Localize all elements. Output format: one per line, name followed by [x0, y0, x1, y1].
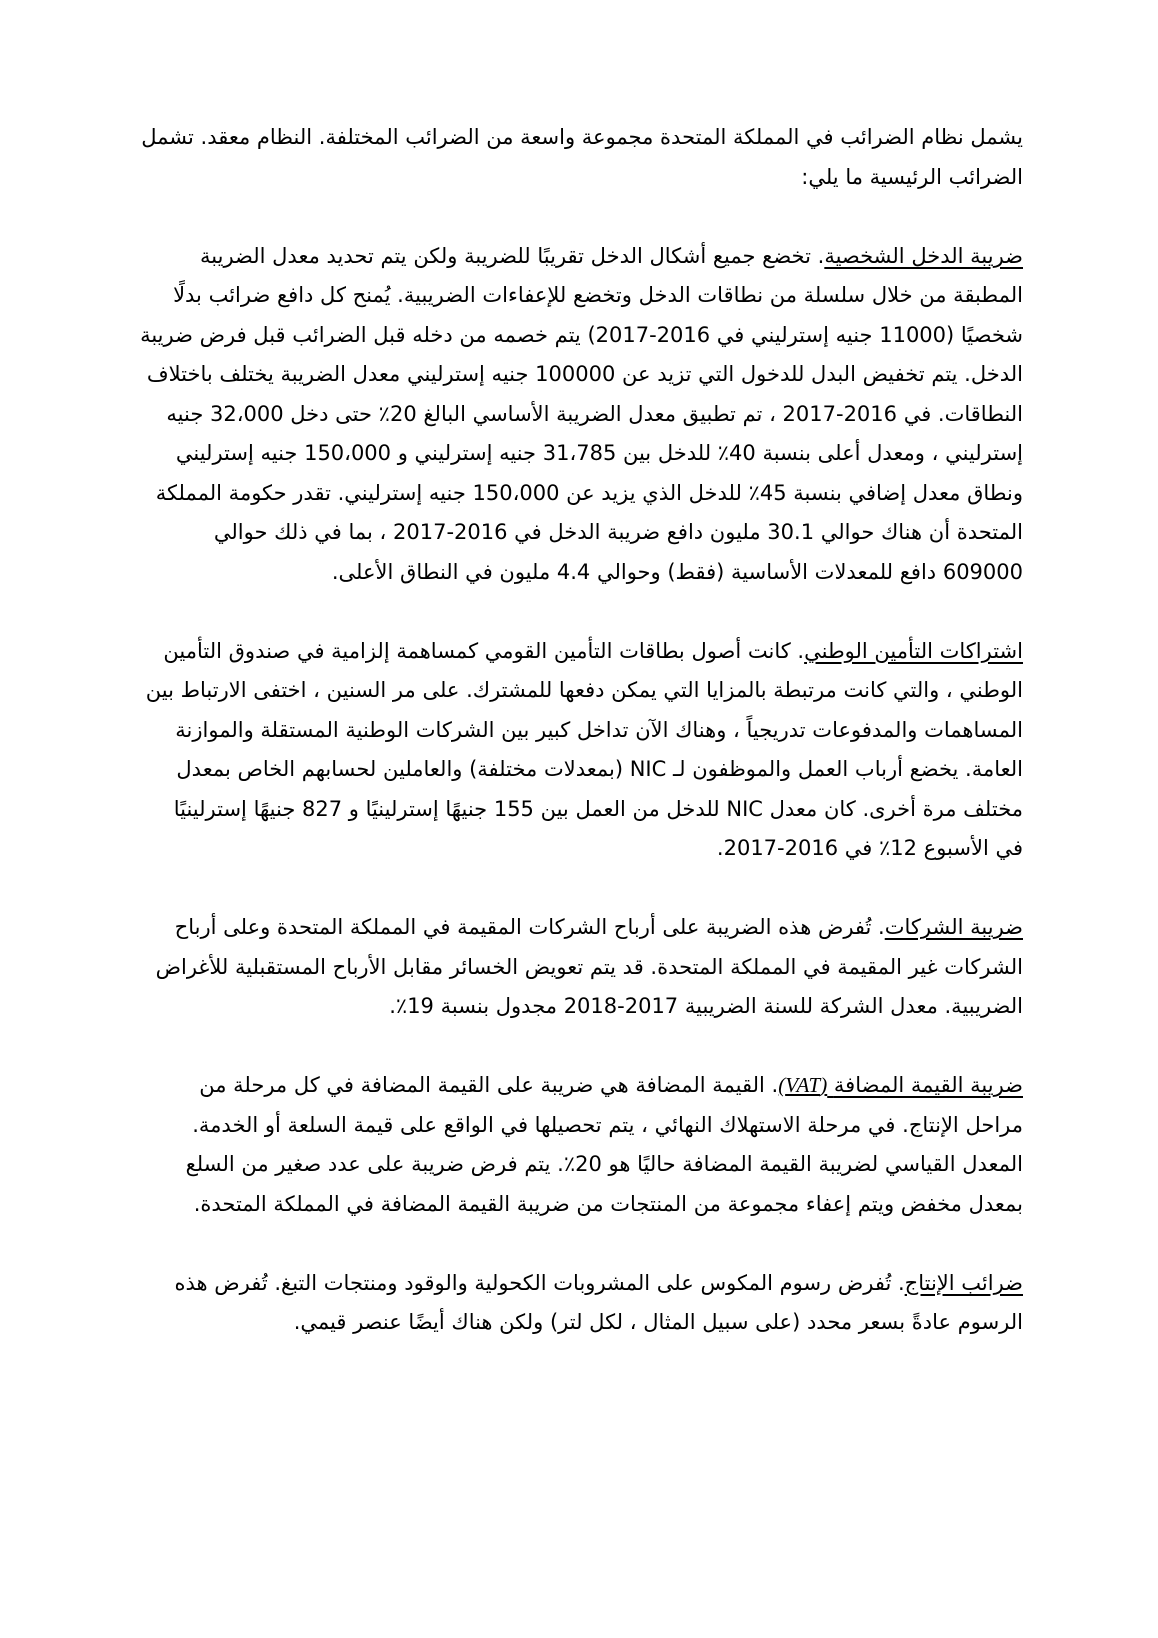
income-tax-term: ضريبة الدخل الشخصية	[824, 243, 1023, 268]
intro-paragraph	[140, 118, 1023, 197]
vat-term-space	[827, 1073, 834, 1097]
vat-abbreviation: (VAT)	[778, 1073, 828, 1097]
corporation-tax-body: . تُفرض هذه الضريبة على أرباح الشركات المقيمة في المملكة المتحدة وعلى أرباح الشركات غير المقيمة في المملكة المتحدة. قد يتم تعويض الخسائر مقابل الأرباح المستقبلية للأغراض الضريبية. معدل الشركة للسنة الضريبية 2017-2018 مجدول بنسبة 19٪.	[155, 915, 1023, 1018]
national-insurance-body: . كانت أصول بطاقات التأمين القومي كمساهمة إلزامية في صندوق التأمين الوطني ، والتي كانت مرتبطة بالمزايا التي يمكن دفعها للمشترك. على مر السنين ، اختفى الارتباط بين المساهمات والمدفوعات تدريجياً ، وهناك الآن تداخل كبير بين الشركات الوطنية المستقلة والموازنة العامة. يخضع أرباب العمل والموظفون لـ NIC (بمعدلات مختلفة) والعاملين لحسابهم الخاص بمعدل مختلف مرة أخرى. كان معدل NIC للدخل من العمل بين 155 جنيهًا إسترلينيًا و 827 جنيهًا إسترلينيًا في الأسبوع 12٪ في 2016-2017.	[145, 638, 1023, 860]
vat-paragraph	[140, 1066, 1023, 1224]
document-page	[140, 118, 1023, 1382]
income-tax-paragraph	[140, 237, 1023, 593]
excise-paragraph	[140, 1264, 1023, 1343]
excise-body: . تُفرض رسوم المكوس على المشروبات الكحولية والوقود ومنتجات التبغ. تُفرض هذه الرسوم عادةً بسعر محدد (على سبيل المثال ، لكل لتر) ولكن هناك أيضًا عنصر قيمي.	[174, 1270, 1023, 1334]
corporation-tax-paragraph	[140, 908, 1023, 1027]
corporation-tax-term: ضريبة الشركات	[884, 915, 1023, 939]
vat-term: ضريبة القيمة المضافة	[833, 1073, 1023, 1097]
vat-body: . القيمة المضافة هي ضريبة على القيمة المضافة في كل مرحلة من مراحل الإنتاج. في مرحلة الاستهلاك النهائي ، يتم تحصيلها في الواقع على قيمة السلعة أو الخدمة. المعدل القياسي لضريبة القيمة المضافة حاليًا هو 20٪. يتم فرض ضريبة على عدد صغير من السلع بمعدل مخفض ويتم إعفاء مجموعة من المنتجات من ضريبة القيمة المضافة في المملكة المتحدة.	[185, 1073, 1023, 1216]
national-insurance-term: اشتراكات التأمين الوطني	[804, 638, 1023, 663]
income-tax-body: . تخضع جميع أشكال الدخل تقريبًا للضريبة ولكن يتم تحديد معدل الضريبة المطبقة من خلال سلسلة من نطاقات الدخل وتخضع للإعفاءات الضريبية. يُمنح كل دافع ضرائب بدلًا شخصيًا (11000 جنيه إسترليني في 2016-2017) يتم خصمه من دخله قبل الضرائب قبل فرض ضريبة الدخل. يتم تخفيض البدل للدخول التي تزيد عن 100000 جنيه إسترليني معدل الضريبة يختلف باختلاف النطاقات. في 2016-2017 ، تم تطبيق معدل الضريبة الأساسي البالغ 20٪ حتى دخل 32،000 جنيه إسترليني ، ومعدل أعلى بنسبة 40٪ للدخل بين 31،785 جنيه إسترليني و 150،000 جنيه إسترليني ونطاق معدل إضافي بنسبة 45٪ للدخل الذي يزيد عن 150،000 جنيه إسترليني. تقدر حكومة المملكة المتحدة أن هناك حوالي 30.1 مليون دافع ضريبة الدخل في 2016-2017 ، بما في ذلك حوالي 609000 دافع للمعدلات الأساسية (فقط) وحوالي 4.4 مليون في النطاق الأعلى.	[140, 243, 1023, 584]
intro-text: يشمل نظام الضرائب في المملكة المتحدة مجموعة واسعة من الضرائب المختلفة. النظام معقد. تشمل الضرائب الرئيسية ما يلي:	[141, 125, 1023, 189]
excise-term: ضرائب الإنتاج	[904, 1270, 1023, 1295]
national-insurance-paragraph	[140, 632, 1023, 869]
